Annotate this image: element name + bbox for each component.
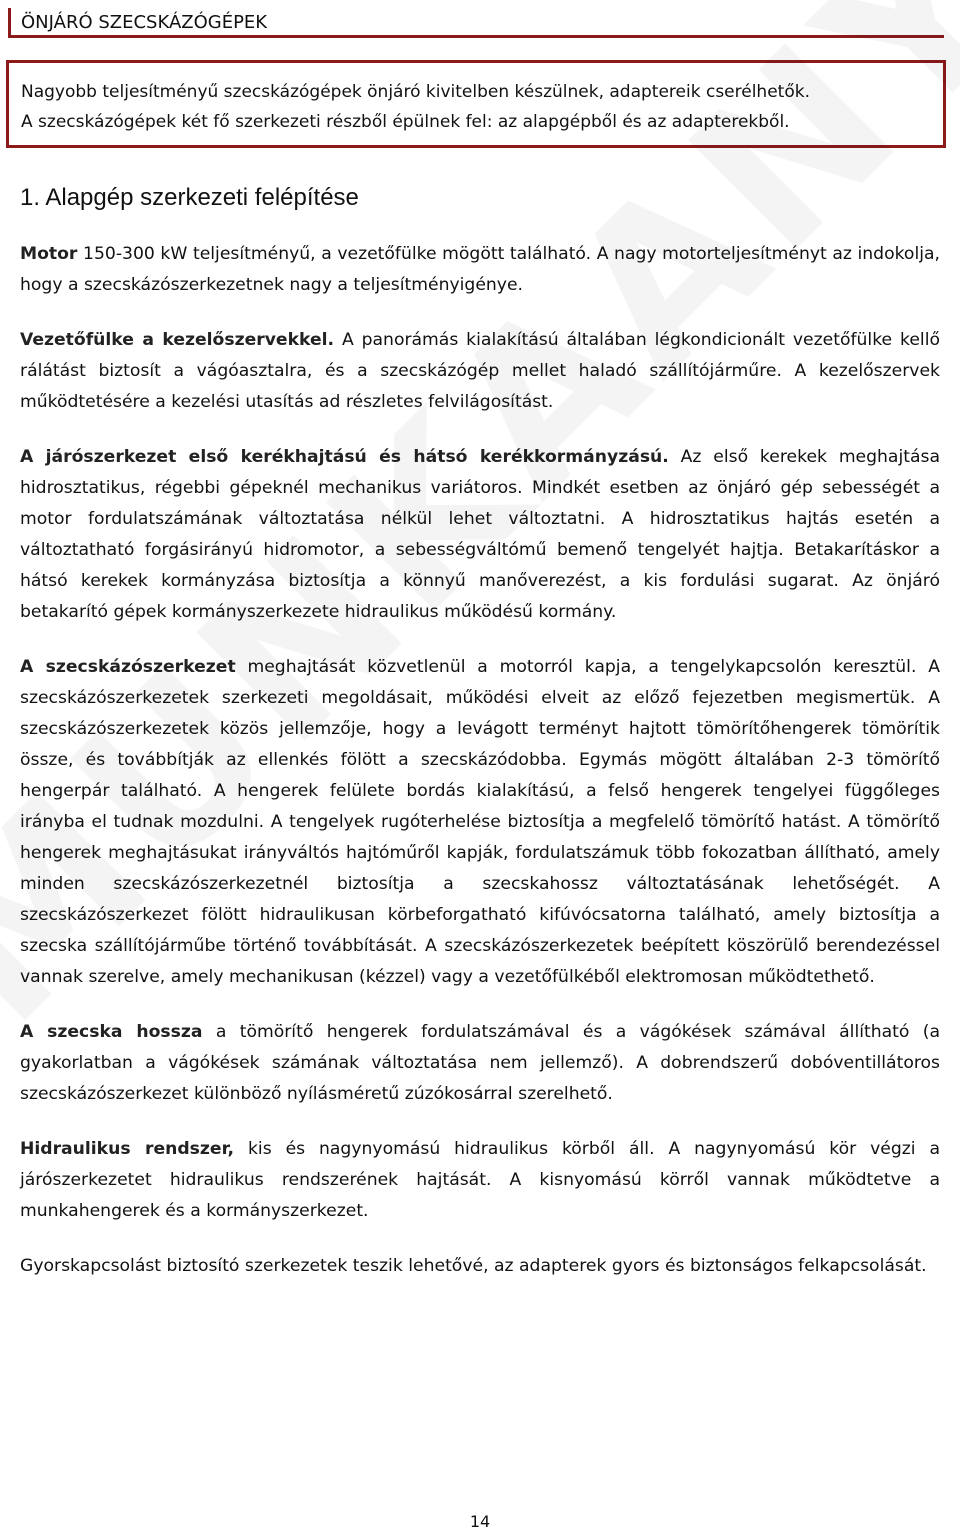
page-header — [8, 8, 944, 38]
paragraph-text: Gyorskapcsolást biztosító szerkezetek teszik lehetővé, az adapterek gyors és biztonságos felkapcsolását. — [20, 1256, 927, 1276]
page-number: 14 — [469, 1512, 491, 1531]
paragraph-lead: A szecskázószerkezet — [20, 657, 236, 677]
paragraph-lead: Vezetőfülke a kezelőszervekkel. — [20, 330, 335, 350]
paragraph-text: Az első kerekek meghajtása hidrosztatikus, régebbi gépeknél mechanikus variátoros. Mindkét esetben az önjáró gép sebességét a motor fordulatszámának változtatása nélkül lehet változtatni. A hidrosztatikus hajtás esetén a változtatható forgásirányú hidromotor, a sebességváltómű bemenő tengelyét hajtja. Betakarításkor a hátsó kerekek kormányzása biztosítja a könnyű manőverezést, a kis fordulási sugarat. Az önjáró betakarító gépek kormányszerkezete hidraulikus működésű kormány. — [20, 447, 941, 622]
paragraph-cab — [20, 325, 940, 418]
paragraph-quick-coupling — [20, 1251, 940, 1282]
paragraph-text: A panorámás kialakítású általában légkondicionált vezetőfülke kellő rálátást biztosít a vágóasztalra, és a szecskázógép mellet haladó szállítójárműre. A kezelőszervek működtetésére a kezelési utasítás ad részletes felvilágosítást. — [20, 330, 940, 412]
intro-line-2: A szecskázógépek két fő szerkezeti részből épülnek fel: az alapgépből és az adapterekből. — [21, 112, 790, 132]
paragraph-motor — [20, 239, 940, 301]
paragraph-chopper — [20, 652, 940, 993]
paragraph-lead: Hidraulikus rendszer, — [20, 1139, 235, 1159]
intro-line-1: Nagyobb teljesítményű szecskázógépek önjáró kivitelben készülnek, adaptereik cserélhetők. — [21, 82, 810, 102]
paragraph-hydraulic — [20, 1134, 940, 1227]
paragraph-text: a tömörítő hengerek fordulatszámával és a vágókések számával állítható (a gyakorlatban a vágókések számának változtatása nem jellemző). A dobrendszerű dobóventillátoros szecskázószerkezet különböző nyílásméretű zúzókosárral szerelhető. — [20, 1022, 941, 1104]
section-title: 1. Alapgép szerkezeti felépítése — [20, 184, 359, 211]
paragraph-drive — [20, 442, 940, 628]
paragraph-text: 150-300 kW teljesítményű, a vezetőfülke mögött található. A nagy motorteljesítményt az indokolja, hogy a szecskázószerkezetnek nagy a teljesítményigénye. — [20, 244, 940, 295]
header-title: ÖNJÁRÓ SZECSKÁZÓGÉPEK — [21, 12, 268, 33]
paragraph-lead: A szecska hossza — [20, 1022, 203, 1042]
intro-box — [6, 60, 946, 148]
paragraph-text: meghajtását közvetlenül a motorról kapja, a tengelykapcsolón keresztül. A szecskázószerkezetek szerkezeti megoldásait, működési elveit az előző fejezetben megismertük. A szecskázószerkezetek közös jellemzője, hogy a levágott terményt hajtott tömörítőhengerek tömörítik össze, és továbbítják az ellenkés fölött a szecskázódobba. Egymás mögött általában 2-3 tömörítő hengerpár található. A hengerek felülete bordás kialakítású, a felső hengerek tengelyei függőleges irányba el tudnak mozdulni. A tengelyek rugóterhelése biztosítja a megfelelő tömörítő hatást. A tömörítő hengerek meghajtásukat irányváltós hajtóműről kapják, fordulatszámuk több fokozatban állítható, amely minden szecskázószerkezetnél biztosítja a szecskahossz változtatásának lehetőségét. A szecskázószerkezet fölött hidraulikusan körbeforgatható kifúvócsatorna található, amely biztosítja a szecska szállítójárműbe történő továbbítását. A szecskázószerkezetek beépített köszörülő berendezéssel vannak szerelve, amely mechanikusan (kézzel) vagy a vezetőfülkéből elektromosan működtethető. — [20, 657, 940, 987]
paragraph-length — [20, 1017, 940, 1110]
paragraph-lead: Motor — [20, 244, 78, 264]
paragraph-text: kis és nagynyomású hidraulikus körből áll. A nagynyomású kör végzi a járószerkezetet hidraulikus rendszerének hajtását. A kisnyomású körről vannak működtetve a munkahengerek és a kormányszerkezet. — [20, 1139, 940, 1221]
paragraph-lead: A járószerkezet első kerékhajtású és hátsó kerékkormányzású. — [20, 447, 669, 467]
main-content — [20, 239, 940, 1306]
